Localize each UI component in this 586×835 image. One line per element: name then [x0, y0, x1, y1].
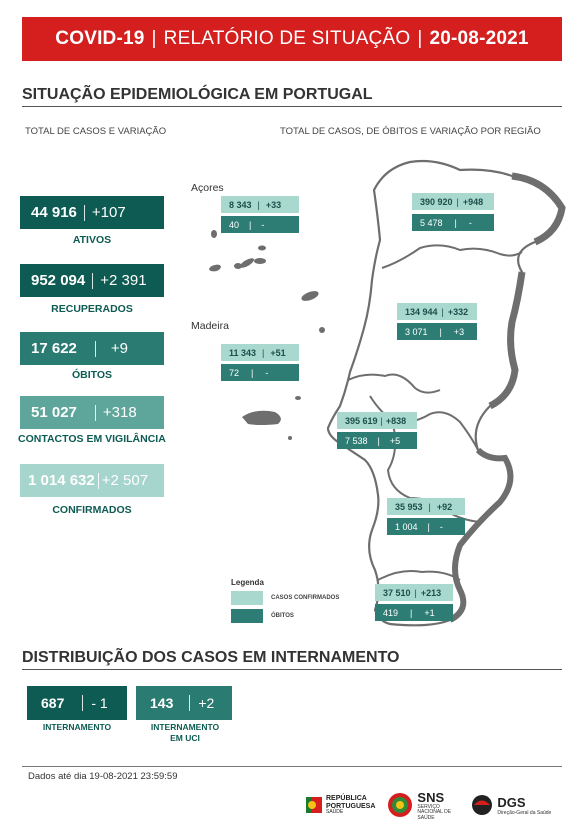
dgs-sub: Direção-Geral da Saúde	[497, 809, 552, 816]
stat-divider	[92, 273, 93, 289]
region-box-algarve	[375, 584, 453, 621]
hosp-delta: - 1	[91, 695, 108, 711]
region-deaths-delta: -	[265, 367, 269, 378]
region-cases: 395 619	[345, 415, 378, 426]
stat-value: 51 027	[31, 404, 77, 421]
region-deaths-delta: +5	[389, 435, 401, 446]
region-pipe: |	[454, 217, 457, 228]
region-cases-delta: +838	[385, 415, 407, 426]
region-deaths: 7 538	[345, 435, 368, 446]
report-banner	[22, 17, 562, 61]
region-cases: 35 953	[395, 501, 423, 512]
section-epidemiological-title: SITUAÇÃO EPIDEMIOLÓGICA EM PORTUGAL	[22, 86, 373, 103]
region-pipe: |	[428, 501, 431, 512]
footer-logos	[306, 790, 551, 821]
banner-report: RELATÓRIO DE SITUAÇÃO	[163, 28, 411, 49]
republica-line1: REPÚBLICA	[326, 794, 367, 802]
region-name-acores: Açores	[191, 182, 224, 194]
sns-name: SNS	[417, 790, 445, 805]
republica-text	[326, 795, 375, 816]
hosp-divider	[82, 695, 83, 711]
dgs-emblem-icon	[471, 794, 493, 816]
hosp-uci	[136, 686, 232, 720]
stat-confirmados	[20, 464, 164, 497]
region-cases-row	[387, 498, 465, 515]
stat-divider	[98, 473, 99, 489]
region-deaths-row	[397, 323, 477, 340]
footer-divider	[22, 766, 562, 767]
stat-ativos	[20, 196, 164, 229]
totals-subtitle: TOTAL DE CASOS E VARIAÇÃO	[25, 126, 167, 137]
region-cases-row	[221, 344, 299, 361]
stat-divider	[95, 341, 96, 357]
region-pipe: |	[456, 196, 459, 207]
region-box-centro	[397, 303, 477, 340]
sns-logo	[387, 790, 459, 821]
region-pipe: |	[262, 347, 265, 358]
map-legend	[231, 578, 351, 623]
legend-swatch-deaths	[231, 609, 263, 623]
sns-sub: SERVIÇO NACIONAL DE SAÚDE	[417, 804, 452, 821]
hosp-label-uci: INTERNAMENTO EM UCI	[150, 722, 220, 743]
region-deaths: 3 071	[405, 326, 428, 337]
region-cases-delta: +51	[270, 347, 286, 358]
region-deaths: 419	[383, 607, 399, 618]
coast-accent-east	[490, 272, 522, 406]
region-pipe: |	[410, 607, 413, 618]
region-cases-delta: +332	[447, 306, 469, 317]
region-cases-row	[337, 412, 417, 429]
banner-covid: COVID-19	[55, 28, 145, 49]
dgs-logo	[471, 794, 551, 816]
region-cases-row	[412, 193, 494, 210]
region-deaths-row	[221, 216, 299, 233]
region-pipe: |	[249, 219, 252, 230]
region-cases-delta: +92	[436, 501, 453, 512]
region-cases-delta: +948	[462, 196, 484, 207]
legend-row-deaths	[231, 609, 351, 623]
sns-emblem-icon	[387, 792, 413, 818]
acores-islands-map	[208, 230, 319, 303]
region-cases-row	[375, 584, 453, 601]
region-deaths: 5 478	[420, 217, 443, 228]
region-cases-delta: +213	[420, 587, 442, 598]
region-deaths-delta: -	[439, 521, 443, 532]
republica-emblem-icon	[306, 795, 322, 815]
region-cases: 37 510	[383, 587, 411, 598]
sns-text	[417, 790, 459, 821]
region-name-madeira: Madeira	[191, 320, 229, 332]
region-deaths-delta: +1	[424, 607, 435, 618]
region-pipe: |	[439, 326, 442, 337]
regions-subtitle: TOTAL DE CASOS, DE ÓBITOS E VARIAÇÃO POR REGIÃO	[280, 126, 541, 137]
hosp-value: 143	[150, 695, 174, 711]
stat-value: 1 014 632	[28, 472, 95, 489]
region-deaths-delta: -	[468, 217, 472, 228]
region-cases-row	[397, 303, 477, 320]
section-divider	[22, 106, 562, 107]
region-box-alentejo	[387, 498, 465, 535]
region-box-lvt	[337, 412, 417, 449]
coast-accent-south	[450, 450, 510, 620]
legend-title: Legenda	[231, 578, 264, 587]
stat-divider	[95, 405, 96, 421]
hosp-delta: +2	[198, 695, 215, 711]
region-deaths-delta: -	[261, 219, 265, 230]
banner-sep-1: |	[151, 28, 157, 49]
region-deaths-row	[412, 214, 494, 231]
region-box-acores	[221, 196, 299, 233]
dgs-text	[497, 795, 551, 816]
region-deaths: 40	[229, 219, 240, 230]
stat-divider	[84, 205, 85, 221]
coast-accent-north	[512, 176, 562, 242]
region-deaths-row	[375, 604, 453, 621]
banner-date: 20-08-2021	[429, 28, 529, 49]
hosp-divider	[189, 695, 190, 711]
stat-label-confirmados: CONFIRMADOS	[52, 504, 132, 516]
region-pipe: |	[251, 367, 254, 378]
legend-label-cases: CASOS CONFIRMADOS	[271, 595, 340, 601]
hosp-internamento	[27, 686, 127, 720]
region-pipe: |	[380, 415, 383, 426]
dgs-name: DGS	[497, 794, 526, 810]
data-timestamp: Dados até dia 19-08-2021 23:59:59	[28, 771, 178, 782]
stat-label-contactos: CONTACTOS EM VIGILÂNCIA	[18, 433, 166, 445]
stat-recuperados	[20, 264, 164, 297]
stat-contactos	[20, 396, 164, 429]
stat-value: 17 622	[31, 340, 77, 357]
hosp-value: 687	[41, 695, 65, 711]
region-pipe: |	[377, 435, 380, 446]
stat-delta: +9	[110, 340, 128, 357]
legend-swatch-cases	[231, 591, 263, 605]
section-hospital-title: DISTRIBUIÇÃO DOS CASOS EM INTERNAMENTO	[22, 649, 400, 666]
legend-row-cases	[231, 591, 351, 605]
stat-value: 952 094	[31, 272, 86, 289]
stat-value: 44 916	[31, 204, 77, 221]
stat-delta: +2 507	[101, 472, 149, 489]
region-cases: 134 944	[405, 306, 438, 317]
region-deaths: 1 004	[395, 521, 418, 532]
region-pipe: |	[441, 306, 444, 317]
region-cases-delta: +33	[265, 199, 282, 210]
republica-line2: PORTUGUESA	[326, 802, 376, 810]
stat-label-recuperados: RECUPERADOS	[51, 303, 133, 315]
legend-label-deaths: ÓBITOS	[271, 613, 294, 619]
republica-line3: SAÚDE	[326, 809, 344, 816]
republica-logo	[306, 795, 375, 816]
stat-delta: +107	[91, 204, 126, 221]
region-cases: 8 343	[229, 199, 252, 210]
region-cases: 390 920	[420, 196, 453, 207]
stat-label-ativos: ATIVOS	[72, 234, 112, 246]
region-cases-row	[221, 196, 299, 213]
region-pipe: |	[427, 521, 430, 532]
stat-delta: +2 391	[100, 272, 147, 289]
region-deaths-delta: +3	[453, 326, 465, 337]
banner-sep-2: |	[417, 28, 423, 49]
region-deaths-row	[337, 432, 417, 449]
region-cases: 11 343	[229, 347, 257, 358]
stat-label-obitos: ÓBITOS	[71, 369, 113, 381]
stat-obitos	[20, 332, 164, 365]
hosp-label-internamento: INTERNAMENTO	[42, 722, 112, 732]
region-pipe: |	[414, 587, 417, 598]
region-box-norte	[412, 193, 494, 231]
region-box-madeira	[221, 344, 299, 381]
region-deaths: 72	[229, 367, 240, 378]
region-deaths-row	[387, 518, 465, 535]
section-divider	[22, 669, 562, 670]
region-deaths-row	[221, 364, 299, 381]
stat-delta: +318	[102, 404, 137, 421]
region-pipe: |	[257, 199, 260, 210]
